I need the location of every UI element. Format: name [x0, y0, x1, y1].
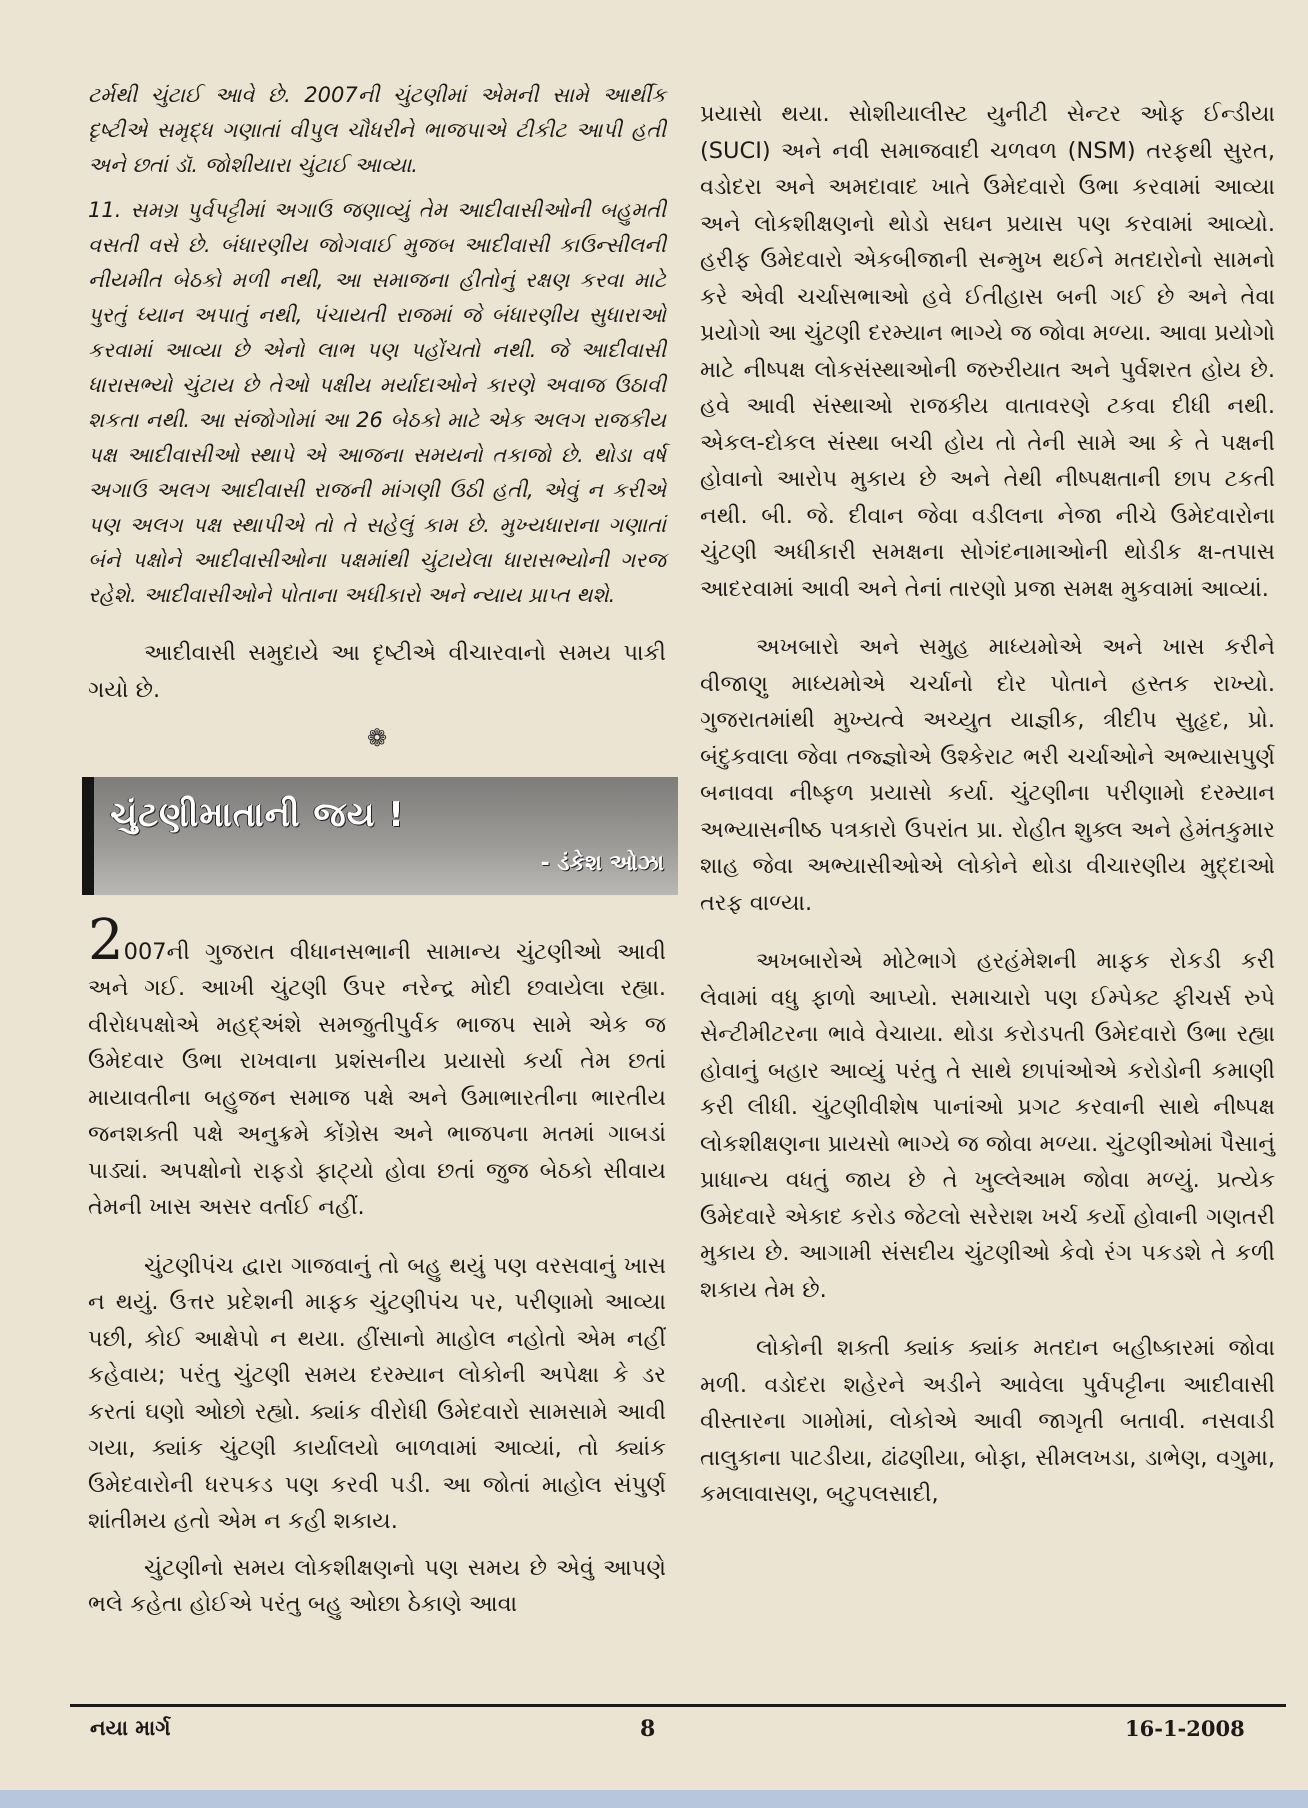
closing-paragraph: આદીવાસી સમુદાયે આ દૃષ્ટીએ વીચારવાનો સમય પાકી ગયો છે. [88, 640, 666, 703]
point-11-paragraph: 11. સમગ્ર પુર્વપટ્ટીમાં અગાઉ જણાવ્યું તેમ આદીવાસીઓની બહુમતી વસતી વસે છે. બંધારણીય જોગવાઈ મુજબ આદીવાસી કાઉન્સીલની નીયમીત બેઠકો મળી નથી, આ સમાજના હીતોનું રક્ષણ કરવા માટે પુરતું ધ્યાન અપાતું નથી, પંચાયતી રાજમાં જે બંધારણીય સુધારાઓ કરવામાં આવ્યા છે એનો લાભ પણ પહોંચતો નથી. જે આદીવાસી ધારાસભ્યો ચુંટાય છે તેઓ પક્ષીય મર્યાદાઓને કારણે અવાજ ઉઠાવી શકતા નથી. આ સંજોગોમાં આ 26 બેઠકો માટે એક અલગ રાજકીય પક્ષ આદીવાસીઓ સ્થાપે એ આજના સમયનો તકાજો છે. થોડા વર્ષ અગાઉ અલગ આદીવાસી રાજની માંગણી ઉઠી હતી, એવું ન કરીએ પણ અલગ પક્ષ સ્થાપીએ તો તે સહેલું કામ છે. મુખ્યધારાના ગણાતાં બંને પક્ષોને આદીવાસીઓના પક્ષમાંથી ચુંટાયેલા ધારાસભ્યોની ગરજ રહેશે. આદીવાસીઓને પોતાના અધીકારો અને ન્યાય પ્રાપ્ત થશે. [88, 198, 666, 607]
article-paragraph-2: ચુંટણીપંચ દ્વારા ગાજવાનું તો બહુ થયું પણ વરસવાનું ખાસ ન થયું. ઉત્તર પ્રદેશની માફક ચુંટણીપંચ પર, પરીણામો આવ્યા પછી, કોઈ આક્ષેપો ન થયા. હીંસાનો માહોલ નહોતો એમ નહીં કહેવાય; પરંતુ ચુંટણી સમય દરમ્યાન લોકોની અપેક્ષા કે ડર કરતાં ઘણો ઓછો રહ્યો. ક્યાંક વીરોધી ઉમેદવારો સામસામે આવી ગયા, ક્યાંક ચુંટણી કાર્યાલયો બાળવામાં આવ્યાં, તો ક્યાંક ઉમેદવારોની ધરપકડ પણ કરવી પડી. આ જોતાં માહોલ સંપુર્ણ શાંતીમય હતો એમ ન કહી શકાય. [88, 1252, 666, 1534]
left-column [88, 78, 666, 1633]
right-paragraph-1: પ્રયાસો થયા. સોશીયાલીસ્ટ યુનીટી સેન્ટર ઓફ ઈન્ડીયા (SUCI) અને નવી સમાજવાદી ચળવળ (NSM) તરફથી સુરત, વડોદરા અને અમદાવાદ ખાતે ઉમેદવારો ઉભા કરવામાં આવ્યા અને લોકશીક્ષણનો થોડો સઘન પ્રયાસ પણ કરવામાં આવ્યો. હરીફ ઉમેદવારો એકબીજાની સન્મુખ થઈને મતદારોનો સામનો કરે એવી ચર્ચાસભાઓ હવે ઈતીહાસ બની ગઈ છે અને તેવા પ્રયોગો આ ચુંટણી દરમ્યાન ભાગ્યે જ જોવા મળ્યા. આવા પ્રયોગો માટે નીષ્પક્ષ લોકસંસ્થાઓની જરુરીયાત અને પુર્વશરત હોય છે. હવે આવી સંસ્થાઓ રાજકીય વાતાવરણે ટકવા દીધી નથી. એકલ-દોકલ સંસ્થા બચી હોય તો તેની સામે આ કે તે પક્ષની હોવાનો આરોપ મુકાય છે અને તેથી નીષ્પક્ષતાની છાપ ટકતી નથી. બી. જે. દીવાન જેવા વડીલના નેજા નીચે ઉમેદવારોના ચુંટણી અધીકારી સમક્ષના સોગંદનામાઓની થોડીક ક્ષ-તપાસ આદરવામાં આવી અને તેનાં તારણો પ્રજા સમક્ષ મુકવામાં આવ્યાં. [700, 101, 1275, 602]
magazine-name: નયા માર્ગ [90, 1716, 171, 1740]
article-title: ચુંટણીમાતાની જય ! [110, 794, 405, 835]
right-paragraph-4: લોકોની શક્તી ક્યાંક ક્યાંક મતદાન બહીષ્કારમાં જોવા મળી. વડોદરા શહેરને અડીને આવેલા પુર્વપટ્ટીના આદીવાસી વીસ્તારના ગામોમાં, લોકોએ આવી જાગૃતી બતાવી. નસવાડી તાલુકાના પાટડીયા, ઢાંઢણીયા, બોફા, સીમલખડા, ડાભેણ, વગુમા, કમલાવાસણ, બટુપલસાદી, [700, 1335, 1275, 1507]
drop-cap: 2 [88, 907, 124, 973]
article-author: - ડંકેશ ઓઝા [540, 851, 664, 876]
issue-date: 16-1-2008 [1125, 1716, 1245, 1741]
article-paragraph-3: ચુંટણીનો સમય લોકશીક્ષણનો પણ સમય છે એવું આપણે ભલે કહેતા હોઈએ પરંતુ બહુ ઓછા ઠેકાણે આવા [88, 1554, 666, 1617]
intro-paragraph: ટર્મથી ચુંટાઈ આવે છે. 2007ની ચુંટણીમાં એમની સામે આર્થીક દૃષ્ટીએ સમૃદ્ધ ગણાતાં વીપુલ ચૌધરીને ભાજપાએ ટીકીટ આપી હતી અને છતાં ડૉ. જોશીયારા ચુંટાઈ આવ્યા. [88, 83, 666, 177]
article-paragraph-1-text: 007ની ગુજરાત વીધાનસભાની સામાન્ય ચુંટણીઓ આવી અને ગઈ. આખી ચુંટણી ઉપર નરેન્દ્ર મોદી છવાયેલા રહ્યા. વીરોધપક્ષોએ મહદ્અંશે સમજુતીપુર્વક ભાજપ સામે એક જ ઉમેદવાર ઉભા રાખવાના પ્રશંસનીય પ્રયાસો કર્યા તેમ છતાં માયાવતીના બહુજન સમાજ પક્ષે અને ઉમાભારતીના ભારતીય જનશક્તી પક્ષે અનુક્રમે કોંગ્રેસ અને ભાજપના મતમાં ગાબડાં પાડ્યાં. અપક્ષોનો રાફડો ફાટ્યો હોવા છતાં જુજ બેઠકો સીવાય તેમની ખાસ અસર વર્તાઈ નહીં. [88, 938, 666, 1220]
page-number: 8 [640, 1716, 656, 1742]
right-paragraph-2: અખબારો અને સમુહ માધ્યમોએ અને ખાસ કરીને વીજાણુ માધ્યમોએ ચર્ચાનો દોર પોતાને હસ્તક રાખ્યો. ગુજરાતમાંથી મુખ્યત્વે અચ્યુત યાજ્ઞીક, ત્રીદીપ સુહૃદ, પ્રો. બંદુકવાલા જેવા તજ્જ્ઞોએ ઉશ્કેરાટ ભરી ચર્ચાઓને અભ્યાસપુર્ણ બનાવવા નીષ્ફળ પ્રયાસો કર્યા. ચુંટણીના પરીણામો દરમ્યાન અભ્યાસનીષ્ઠ પત્રકારો ઉપરાંત પ્રા. રોહીત શુક્લ અને હેમંતકુમાર શાહ જેવા અભ્યાસીઓએ લોકોને થોડા વીચારણીય મુદ્દાઓ તરફ વાળ્યા. [700, 634, 1275, 916]
separator-ornament: ❁ [366, 724, 388, 752]
footer-rule [70, 1704, 1286, 1707]
right-paragraph-3: અખબારોએ મોટેભાગે હરહંમેશની માફક રોકડી કરી લેવામાં વધુ ફાળો આપ્યો. સમાચારો પણ ઈમ્પેક્ટ ફીચર્સ રુપે સેન્ટીમીટરના ભાવે વેચાયા. થોડા કરોડપતી ઉમેદવારો ઉભા રહ્યા હોવાનું બહાર આવ્યું પરંતુ તે સાથે છાપાંઓએ કરોડોની કમાણી કરી લીધી. ચુંટણીવીશેષ પાનાંઓ પ્રગટ કરવાની સાથે નીષ્પક્ષ લોકશીક્ષણના પ્રાયસો ભાગ્યે જ જોવા મળ્યા. ચુંટણીઓમાં પૈસાનું પ્રાધાન્ય વધતું જાય છે તે ખુલ્લેઆમ જોવા મળ્યું. પ્રત્યેક ઉમેદવારે એકાદ કરોડ જેટલો સરેરાશ ખર્ચ કર્યો હોવાની ગણતરી મુકાય છે. આગામી સંસદીય ચુંટણીઓ કેવો રંગ પકડશે તે કળી શકાય તેમ છે. [700, 948, 1275, 1303]
article-paragraph-1 [88, 907, 666, 1226]
article-title-banner [82, 777, 678, 895]
scan-edge-band [0, 1790, 1308, 1808]
right-column [700, 96, 1275, 1523]
